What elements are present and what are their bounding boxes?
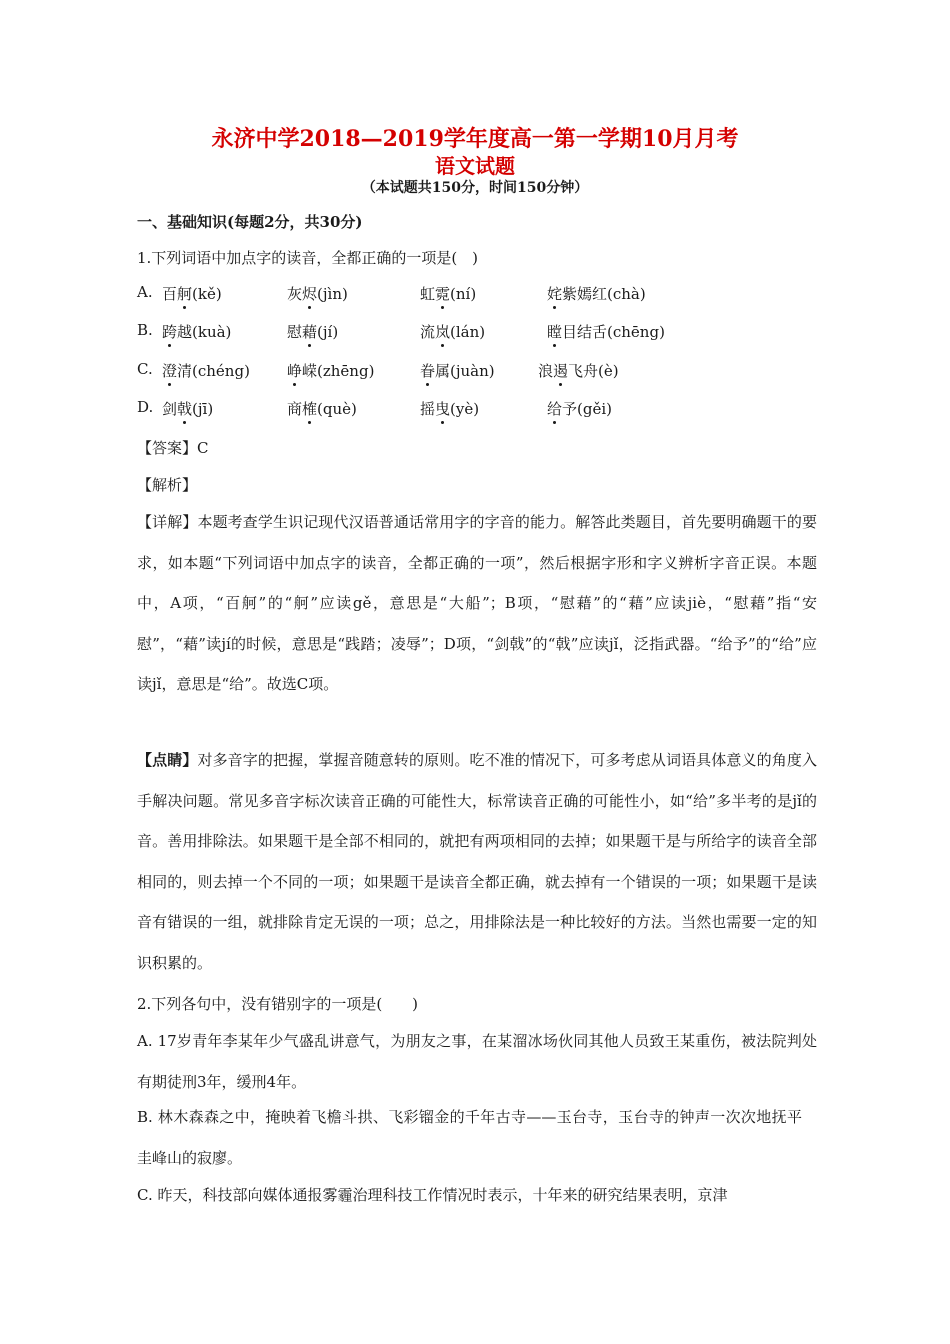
exam-subject-title: 语文试题: [435, 154, 515, 178]
word-suffix-pinyin: (jī): [192, 400, 214, 418]
word-prefix: 剑: [162, 400, 178, 418]
dotted-character: 跨: [162, 323, 178, 341]
dotted-character: 舸: [177, 285, 193, 303]
word-suffix-pinyin: (ní): [450, 285, 477, 303]
option-word: [162, 321, 231, 342]
dotted-character: 岚: [435, 323, 451, 341]
option-label: A.: [137, 283, 153, 301]
option-label: D.: [137, 398, 154, 416]
question-1-stem: 1.下列词语中加点字的读音，全都正确的一项是( ): [137, 249, 479, 267]
dotted-character: 给: [547, 400, 563, 418]
question-2-option-b: B. 林木森森之中，掩映着飞檐斗拱、飞彩镏金的千年古寺——玉台寺，玉台寺的钟声一次次地抚平圭峰山的寂廖。: [137, 1108, 802, 1167]
word-suffix-pinyin: 飞舟(è): [568, 362, 619, 380]
question-2-option-c: C. 昨天，科技部向媒体通报雾霾治理科技工作情况时表示，十年来的研究结果表明，京津: [137, 1186, 728, 1204]
word-prefix: 浪: [538, 362, 554, 380]
word-suffix-pinyin: (yè): [450, 400, 480, 418]
word-prefix: 灰: [287, 285, 303, 303]
word-prefix: 百: [162, 285, 178, 303]
dotted-character: 藉: [302, 323, 318, 341]
tip-text: 对多音字的把握，掌握音随意转的原则。吃不准的情况下，可多考虑从词语具体意义的角度入手解决问题。常见多音字标次读音正确的可能性大，标常读音正确的可能性小，如“给”多半考的是jǐ的音。善用排除法。如果题干是全部不相同的，就把有两项相同的去掉；如果题干是与所给字的读音全部相同的，则去掉一个不同的一项；如果题干是读音全都正确，就去掉有一个错误的一项；如果题干是读音有错误的一组，就排除肯定无误的一项；总之，用排除法是一种比较好的方法。当然也需要一定的知识积累的。: [137, 751, 817, 972]
word-suffix-pinyin: 紫嫣红(chà): [562, 285, 646, 303]
question-2-option-a: A. 17岁青年李某年少气盛乱讲意气，为朋友之事，在某溜冰场伙同其他人员致王某重伤，被法院判处有期徒刑3年，缓刑4年。: [137, 1032, 817, 1091]
word-suffix-pinyin: 予(gěi): [562, 400, 612, 418]
option-word: [162, 398, 213, 419]
option-word: [162, 283, 222, 304]
word-suffix-pinyin: (què): [317, 400, 357, 418]
option-word: [538, 360, 619, 381]
dotted-character: 瞠: [547, 323, 563, 341]
option-word: [287, 321, 338, 342]
word-suffix-pinyin: 清(chéng): [177, 362, 250, 380]
word-suffix-pinyin: (lán): [450, 323, 486, 341]
exam-subtitle: （本试题共150分，时间150分钟）: [361, 180, 589, 196]
word-suffix-pinyin: 属(juàn): [435, 362, 495, 380]
dotted-character: 曳: [435, 400, 451, 418]
word-suffix-pinyin: 嵘(zhēng): [302, 362, 375, 380]
option-word: [547, 283, 646, 304]
dotted-character: 遏: [553, 362, 569, 380]
detail-label: 【详解】: [137, 513, 198, 531]
exam-title: 永济中学2018—2019学年度高一第一学期10月月考: [211, 126, 739, 152]
question-2-stem: 2.下列各句中，没有错别字的一项是( ): [137, 995, 419, 1013]
option-word: [420, 398, 479, 419]
section-heading: 一、基础知识(每题2分，共30分): [137, 213, 363, 231]
option-word: [547, 321, 665, 342]
option-word: [420, 360, 495, 381]
dotted-character: 眷: [420, 362, 436, 380]
dotted-character: 霓: [435, 285, 451, 303]
option-word: [547, 398, 612, 419]
word-prefix: 慰: [287, 323, 303, 341]
word-prefix: 商: [287, 400, 303, 418]
detail-text: 本题考查学生识记现代汉语普通话常用字的字音的能力。解答此类题目，首先要明确题干的要求，如本题“下列词语中加点字的读音，全都正确的一项”，然后根据字形和字义辨析字音正误。本题中，A项，“百舸”的“舸”应读gě，意思是“大船”；B项，“慰藉”的“藉”应读jiè，“慰藉”指“安慰”，“藉”读jí的时候，意思是“践踏；凌辱”；D项，“剑戟”的“戟”应读jǐ，泛指武器。“给予”的“给”应读jǐ，意思是“给”。故选C项。: [137, 513, 817, 693]
dotted-character: 榷: [302, 400, 318, 418]
analysis-heading: 【解析】: [137, 476, 198, 494]
option-word: [420, 321, 485, 342]
word-suffix-pinyin: 越(kuà): [177, 323, 232, 341]
word-prefix: 摇: [420, 400, 436, 418]
word-suffix-pinyin: (jí): [317, 323, 339, 341]
option-word: [287, 398, 357, 419]
word-prefix: 流: [420, 323, 436, 341]
answer-line: 【答案】C: [137, 439, 209, 457]
dotted-character: 姹: [547, 285, 563, 303]
dotted-character: 峥: [287, 362, 303, 380]
tip-paragraph: [137, 740, 817, 983]
dotted-character: 澄: [162, 362, 178, 380]
word-suffix-pinyin: (kě): [192, 285, 222, 303]
option-label: C.: [137, 360, 153, 378]
word-suffix-pinyin: (jìn): [317, 285, 348, 303]
word-suffix-pinyin: 目结舌(chēng): [562, 323, 665, 341]
word-prefix: 虹: [420, 285, 436, 303]
tip-label: 【点睛】: [137, 751, 198, 769]
option-label: B.: [137, 321, 153, 339]
dotted-character: 戟: [177, 400, 193, 418]
option-word: [420, 283, 476, 304]
detail-paragraph: [137, 502, 817, 705]
option-word: [287, 283, 348, 304]
option-word: [287, 360, 374, 381]
dotted-character: 烬: [302, 285, 318, 303]
option-word: [162, 360, 250, 381]
